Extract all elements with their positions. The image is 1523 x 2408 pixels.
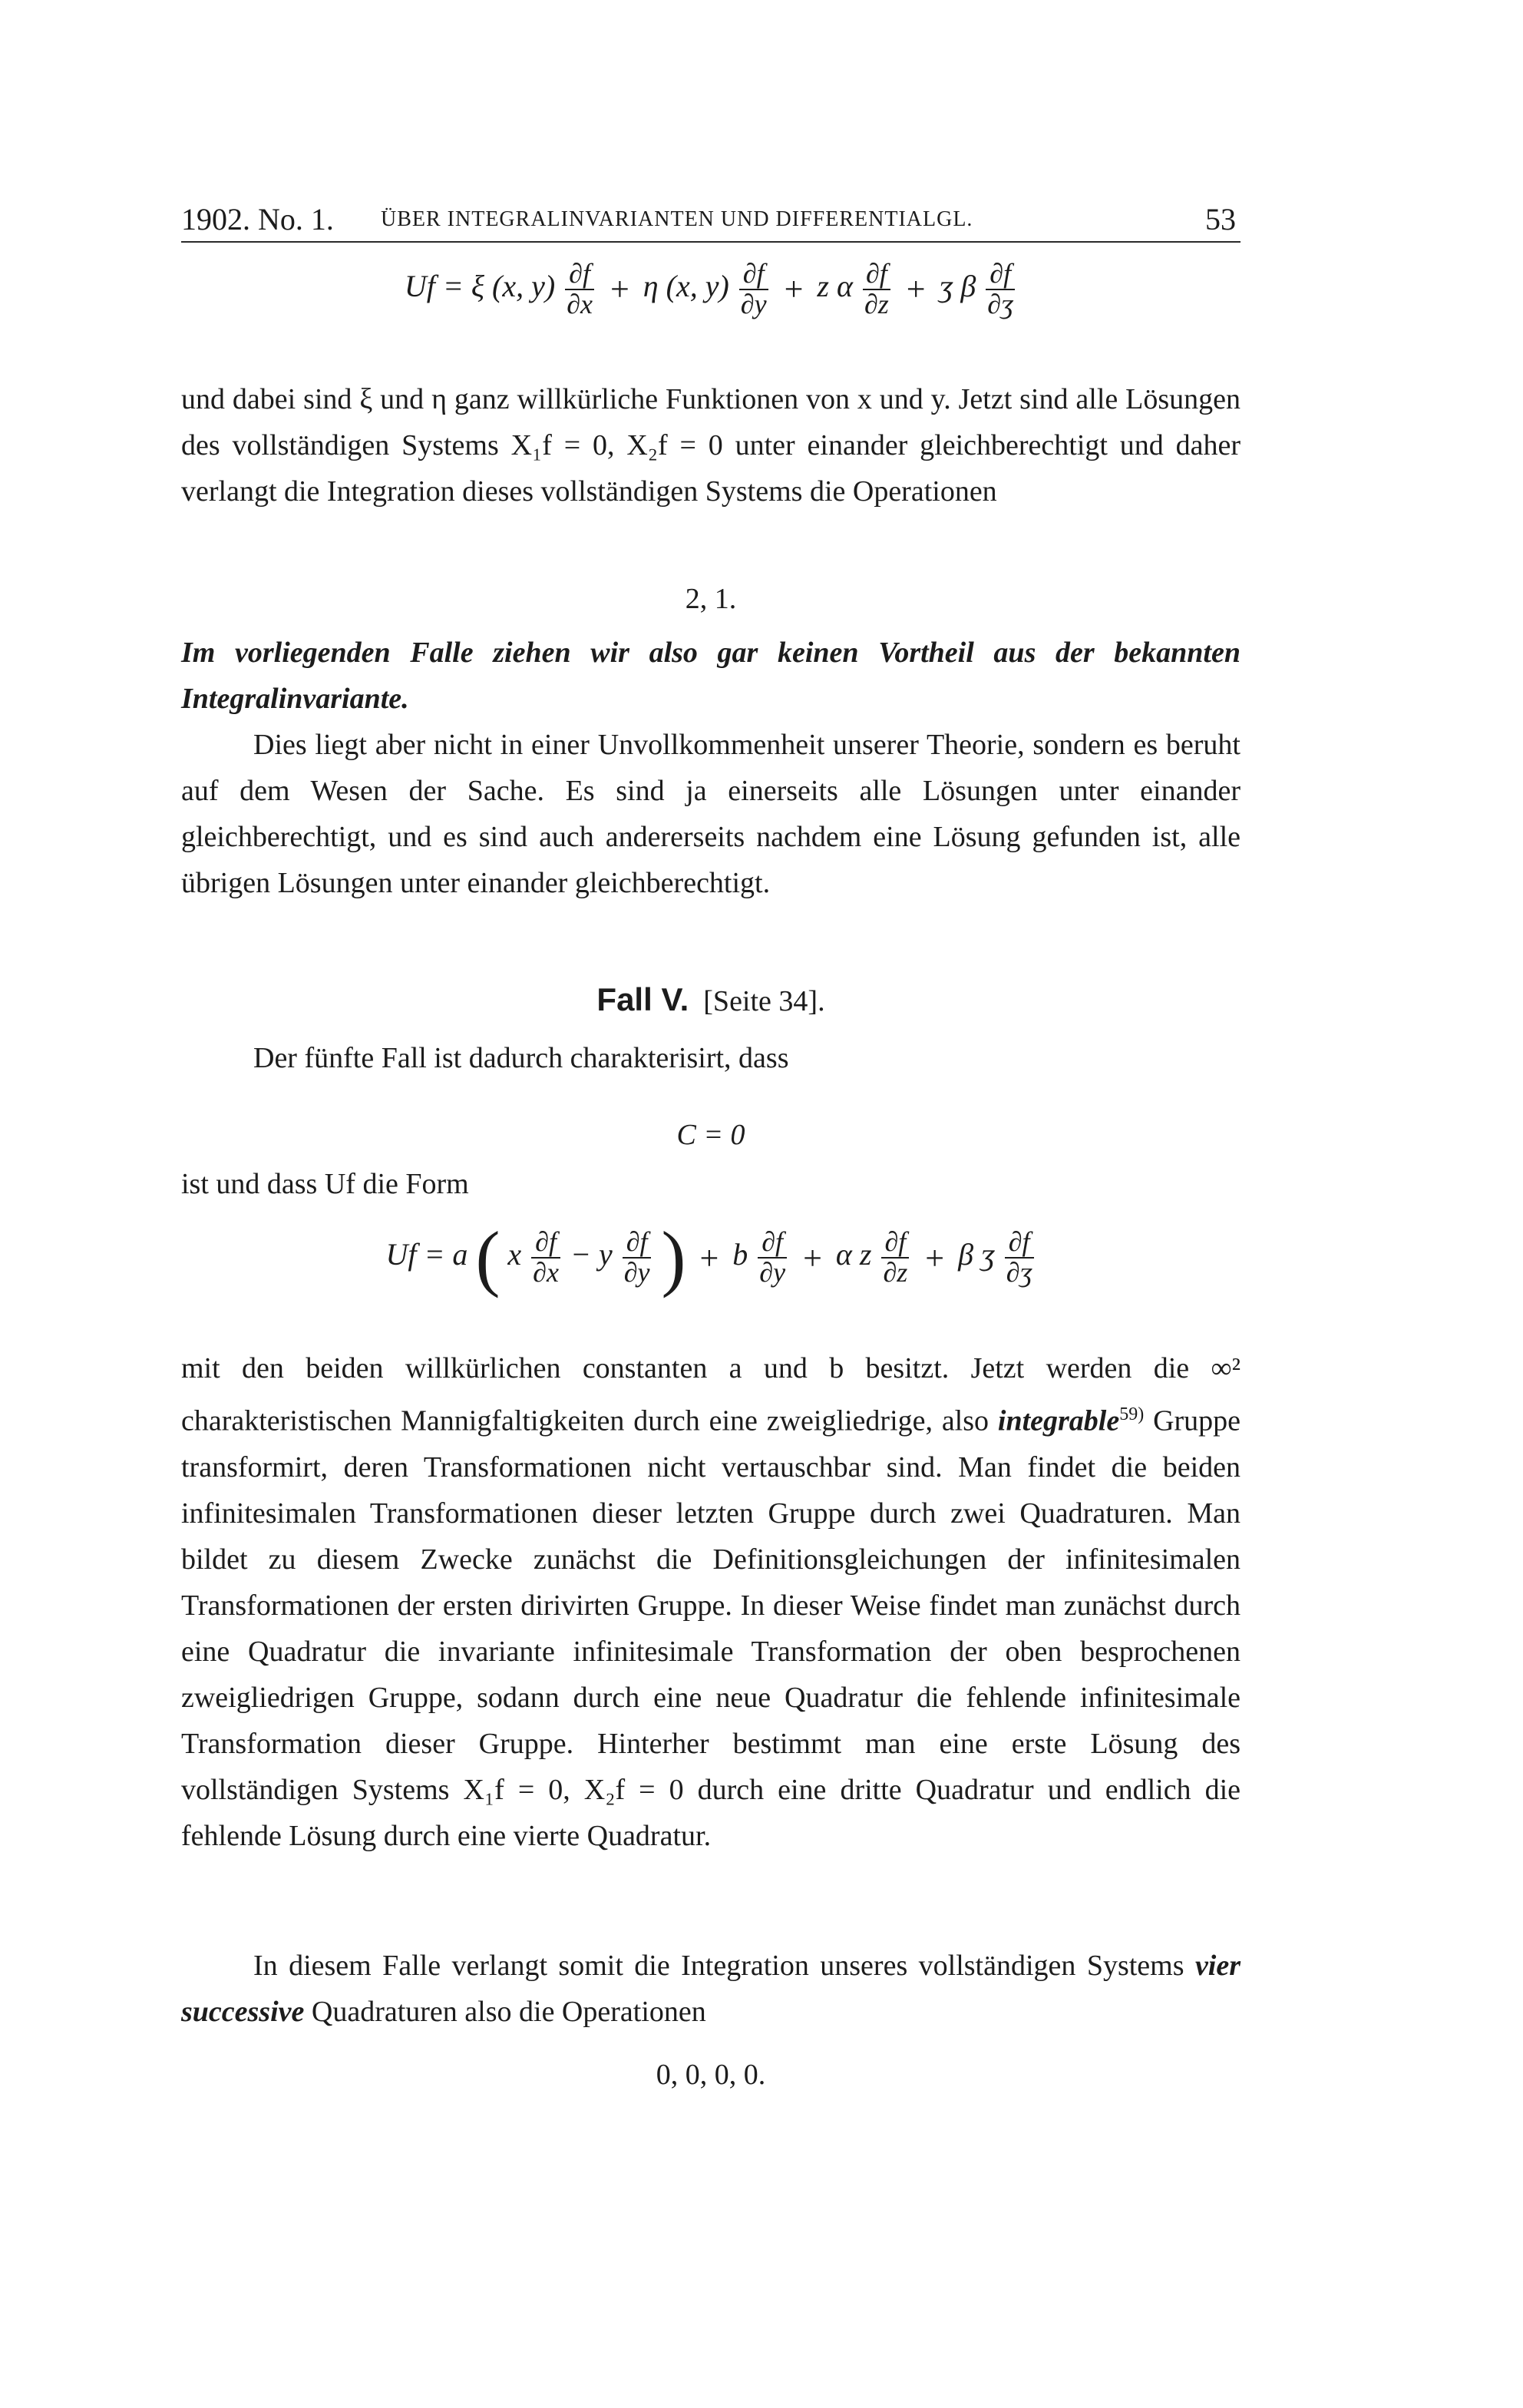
eq3-frac-dfdy-2: $\frac{\partial f}{\partial y}$ (759, 1226, 786, 1288)
eq1-z-alpha: z α (817, 268, 853, 303)
eq1-zeta-beta: ʒ β (939, 268, 976, 303)
eq3-frac-dfdy: $\frac{\partial f}{\partial y}$ (623, 1226, 650, 1288)
page (181, 0, 1241, 2408)
eq3-lhs: Uf = a (385, 1237, 468, 1272)
eq1-frac-dfdy: $\frac{\partial f}{\partial y}$ (740, 258, 767, 319)
eq3-frac-dfdz: $\frac{\partial f}{\partial z}$ (883, 1226, 908, 1288)
page-number: 53 (1205, 202, 1236, 237)
italic-statement: Im vorliegenden Falle ziehen wir also gar keinen Vortheil aus der bekannten Integralinvariante. (181, 637, 1241, 715)
equation-uf-form: Uf = a ( x $\frac{\partial f}{\partial x}$ − y $\frac{\partial f}{\partial y}$ ) + b $\frac{\partial f}{\partial y}$ + α z $\frac{\partial f}{\partial z}$ + β ʒ $\frac{\partial f}{\text{∂ʒ}}$ (385, 1216, 1032, 1298)
paragraph-1: und dabei sind ξ und η ganz willkürliche Funktionen von x und y. Jetzt sind alle Lösungen des vollständigen Systems X₁f = 0, X₂f = 0 unter einander gleichberechtigt und daher verlangt die Integration dieses vollständigen Systems die Operationen (181, 383, 1241, 508)
paragraph-6: In diesem Falle verlangt somit die Integration unseres vollständigen Systems vier successive Quadraturen also die Operationen (181, 1950, 1241, 2028)
equation-uf-general: Uf = ξ (x, y) $\frac{\partial f}{\partial x}$ + η (x, y) $\frac{\partial f}{\partial y}$ + z α $\frac{\partial f}{\partial z}$ + ʒ β $\frac{\partial f}{\text{∂ʒ}}$ (404, 258, 1014, 319)
running-header (181, 197, 1241, 243)
footnote-ref-59: 59) (1119, 1404, 1145, 1424)
paragraph-2: Dies liegt aber nicht in einer Unvollkommenheit unserer Theorie, sondern es beruht auf dem Wesen der Sache. Es sind ja einerseits alle Lösungen unter einander gleichberechtigt, und es sind auch andererseits nachdem eine Lösung gefunden ist, alle übrigen Lösungen unter einander gleichberechtigt. (181, 729, 1241, 899)
eq1-frac-dfdz: $\frac{\partial f}{\partial z}$ (864, 258, 889, 319)
eq3-frac-dfdzeta: $\frac{\partial f}{\text{∂ʒ}}$ (1006, 1226, 1032, 1288)
eq1-frac-dfdx: $\frac{\partial f}{\partial x}$ (567, 258, 593, 319)
header-year-number: 1902. No. 1. (181, 202, 334, 237)
section-title: Fall V. (596, 981, 689, 1017)
eq1-frac-dfdzeta: $\frac{\partial f}{\text{∂ʒ}}$ (987, 258, 1014, 319)
paragraph-5: mit den beiden willkürlichen constanten a und b besitzt. Jetzt werden die ∞² charakteristischen Mannigfaltigkeiten durch eine zweigliedrige, also integrable$^{59)}$ Gruppe transformirt, deren Transformationen nicht vertauschbar sind. Man findet die beiden infinitesimalen Transformationen dieser letzten Gruppe durch zwei Quadraturen. Man bildet zu diesem Zwecke zunächst die Definitionsgleichungen der infinitesimalen Transformationen der ersten dirivirten Gruppe. In dieser Weise findet man zunächst durch eine Quadratur die invariante infinitesimale Transformation der oben besprochenen zweigliedrigen Gruppe, sodann durch eine neue Quadratur die fehlende infinitesimale Transformation dieser Gruppe. Hinterher bestimmt man eine erste Lösung des vollständigen Systems X₁f = 0, X₂f = 0 durch eine dritte Quadratur und endlich die fehlende Lösung durch eine vierte Quadratur. (181, 1352, 1241, 1852)
eq1-lhs: Uf = (404, 268, 464, 303)
section-ref: [Seite 34]. (703, 985, 825, 1017)
integrable-term: integrable (997, 1404, 1120, 1437)
header-title: ÜBER INTEGRALINVARIANTEN UND DIFFERENTIALGL. (381, 207, 973, 231)
paragraph-3: Der fünfte Fall ist dadurch charakterisirt, dass (253, 1042, 789, 1074)
eq1-eta-term: η (x, y) (643, 268, 729, 303)
eq3-frac-dfdx: $\frac{\partial f}{\partial x}$ (533, 1226, 559, 1288)
vier-successive: vier successive (181, 1950, 1241, 2028)
paragraph-4: ist und dass Uf die Form (181, 1168, 469, 1200)
operations-2-1: 2, 1. (685, 583, 737, 615)
eq1-xi-term: ξ (x, y) (471, 268, 556, 303)
section-heading-fall-v (181, 977, 1241, 1024)
equation-c-zero: C = 0 (676, 1119, 745, 1151)
operations-0-0-0-0: 0, 0, 0, 0. (656, 2059, 766, 2091)
